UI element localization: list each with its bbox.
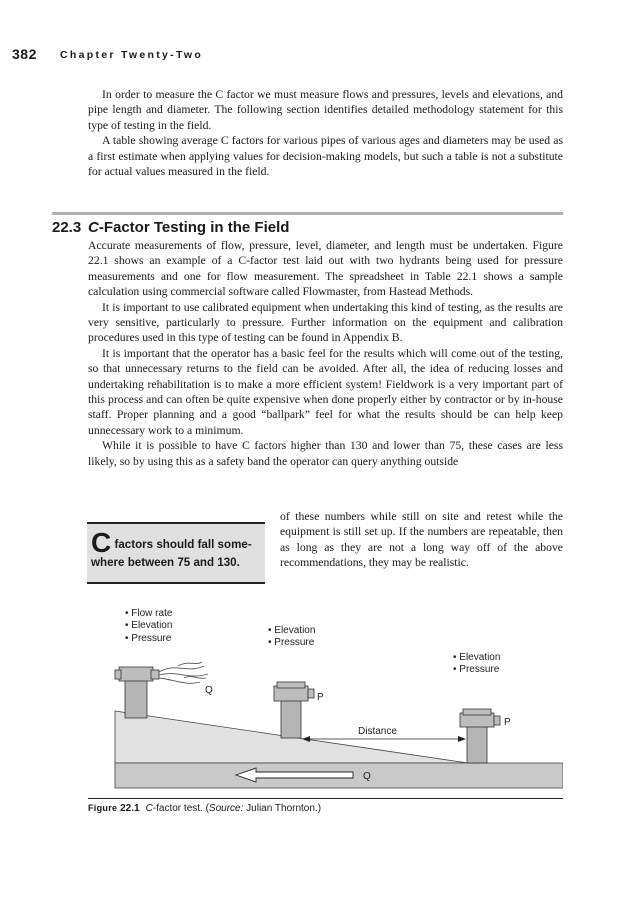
caption-source-label: Source: bbox=[208, 803, 244, 814]
pull-quote-initial: C bbox=[91, 527, 112, 558]
section-paragraph-4: While it is possible to have C factors higher than 130 and lower than 75, these cases are less likely, so by using this as a safety band the operator can query anything outside bbox=[88, 439, 563, 468]
pressure-p-label-2: P bbox=[504, 717, 511, 728]
figure-number: 22.1 bbox=[120, 803, 140, 814]
pull-quote bbox=[87, 522, 265, 584]
figure-bullet-elevation-2: • Elevation bbox=[268, 625, 316, 636]
section-paragraph-4-continued: of these numbers while still on site and retest while the equipment is still set up. If the numbers are repeatable, then as long as they are not a long way off of the above recommendations, they may be realistic. bbox=[280, 510, 563, 570]
pull-quote-line-2: where between 75 and 130. bbox=[91, 556, 240, 569]
chapter-title: Chapter Twenty-Two bbox=[60, 49, 204, 61]
intro-paragraph-1: In order to measure the C factor we must measure flows and pressures, levels and elevations, and pipe length and diameter. The following section identifies detailed methodology statement for this type of testing in the field. bbox=[88, 88, 563, 132]
figure-bullet-pressure-3: • Pressure bbox=[453, 664, 500, 675]
figure-bullet-elevation-3: • Elevation bbox=[453, 652, 501, 663]
caption-text: -factor test. ( bbox=[152, 803, 209, 814]
section-title-italic: C bbox=[88, 219, 99, 236]
caption-rule bbox=[88, 798, 563, 799]
caption-italic-c: C bbox=[145, 803, 153, 814]
intro-text bbox=[88, 87, 563, 179]
main-flow-q-label: Q bbox=[363, 771, 371, 782]
figure-bullet-flow-rate: • Flow rate bbox=[125, 608, 173, 619]
intro-paragraph-2: A table showing average C factors for various pipes of various ages and diameters may be used as a first estimate when applying values for decision-making models, but such a table is not a substitute for actual values measured in the field. bbox=[88, 134, 563, 179]
figure-bullet-pressure-1: • Pressure bbox=[125, 633, 172, 644]
page-number: 382 bbox=[12, 46, 37, 62]
flow-q-label: Q bbox=[205, 685, 213, 696]
hydrant-3-icon bbox=[460, 709, 500, 763]
figure-bullet-elevation-1: • Elevation bbox=[125, 620, 173, 631]
section-paragraph-2: It is important to use calibrated equipment when undertaking this kind of testing, as the results are very sensitive, particularly to pressure. Further information on the equipment and calibration procedures used in this type of testing can be found in Appendix B. bbox=[88, 300, 563, 345]
section-text bbox=[88, 238, 563, 469]
pull-quote-line-1: factors should fall some- bbox=[114, 538, 252, 551]
section-title: -Factor Testing in the Field bbox=[98, 219, 290, 236]
figure-label: Figure bbox=[88, 803, 118, 813]
water-spray-icon bbox=[159, 662, 208, 683]
section-paragraph-3: It is important that the operator has a basic feel for the results which will come out of the testing, so that unnecessary returns to the field can be avoided. After all, the idea of reducing losses and undertaking rehabilitation is to make a more efficient system! Fieldwork is a very important part of this process and can often be quite expensive when done properly either by contractor or by in-house staff. Proper planning and a good “ballpark” feel for what the results should be can help keep unnecessary work to a minimum. bbox=[88, 346, 563, 437]
running-header bbox=[12, 46, 204, 64]
wrapped-text bbox=[280, 509, 563, 571]
section-heading bbox=[52, 219, 289, 236]
section-rule bbox=[52, 212, 563, 215]
figure-bullet-pressure-2: • Pressure bbox=[268, 637, 315, 648]
hydrant-2-icon bbox=[274, 682, 314, 738]
caption-source: Julian Thornton.) bbox=[243, 803, 322, 814]
pressure-p-label-1: P bbox=[317, 692, 324, 703]
c-factor-test-figure bbox=[88, 600, 563, 792]
figure-caption bbox=[88, 803, 321, 814]
distance-label: Distance bbox=[358, 726, 397, 737]
section-number: 22.3 bbox=[52, 219, 82, 236]
hydrant-1-icon bbox=[115, 667, 159, 718]
section-paragraph-1: Accurate measurements of flow, pressure, level, diameter, and length must be undertaken. Figure 22.1 shows an example of a C-factor test laid out with two hydrants being used for pressure measurements and one for flow measurement. The spreadsheet in Table 22.1 shows a sample calculation using commercial software called Flowmaster, from Hastead Methods. bbox=[88, 239, 563, 299]
